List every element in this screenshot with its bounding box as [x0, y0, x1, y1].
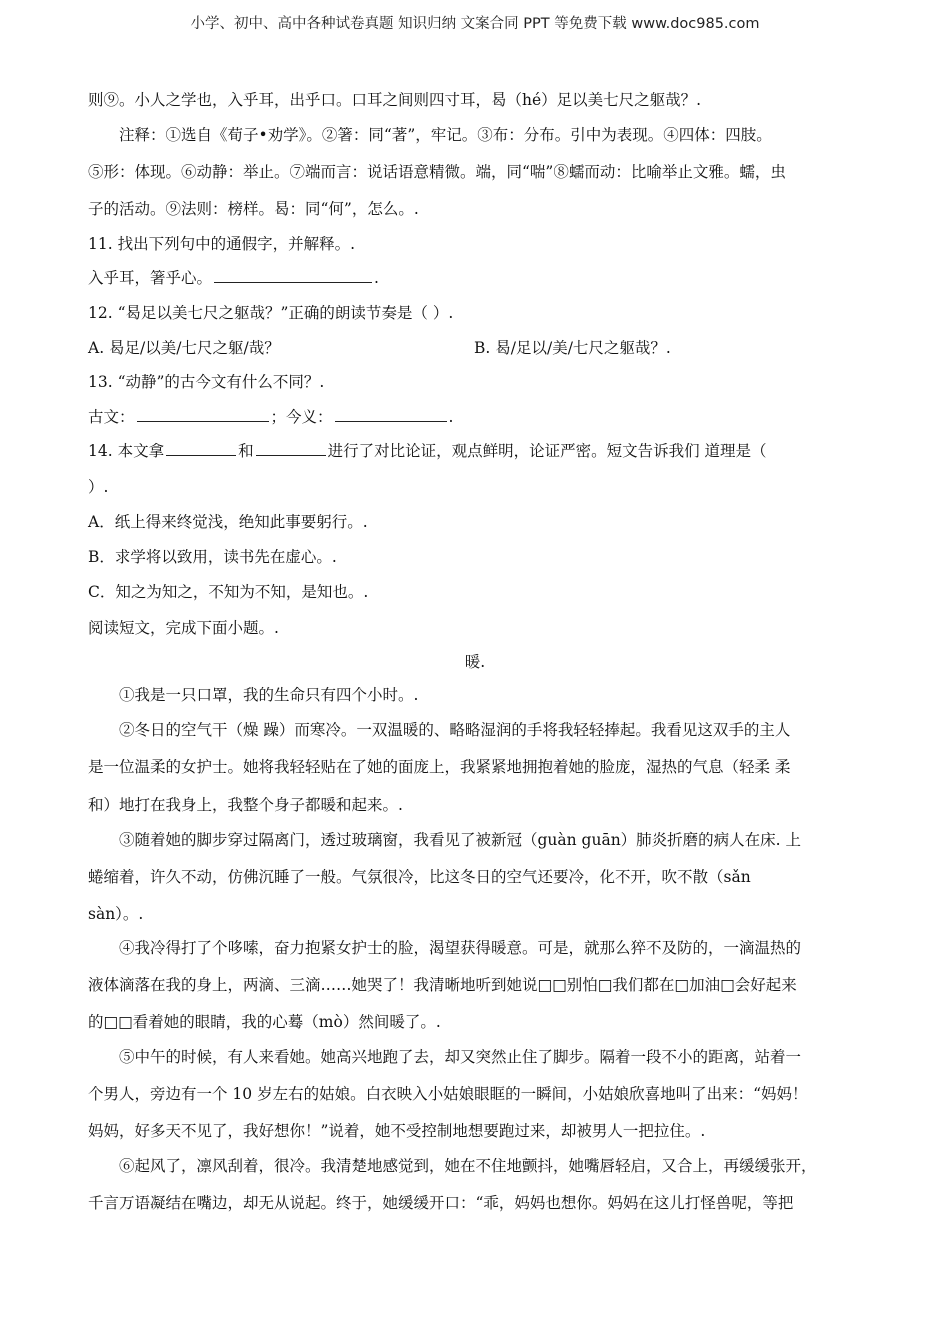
- story-paragraph-line: ④我冷得打了个哆嗦，奋力抱紧女护士的脸，渴望获得暖意。可是，就那么猝不及防的，一滴温热的: [119, 939, 802, 957]
- story-title: 暖.: [464, 653, 486, 671]
- story-paragraph-line: ②冬日的空气干（燥 躁）而寒冷。一双温暖的、略略湿润的手将我轻轻捧起。我看见这双手的主人: [119, 721, 791, 739]
- story-paragraph-line: 的□□看着她的眼睛，我的心蓦（mò）然间暖了。.: [88, 1013, 441, 1031]
- question-11-answer-line: [88, 268, 379, 288]
- question-14-option-b: B．求学将以致用，读书先在虚心。.: [88, 548, 337, 566]
- story-paragraph-line: 液体滴落在我的身上，两滴、三滴……她哭了！我清晰地听到她说□□别怕□我们都在□加油□会好起来: [88, 976, 797, 994]
- story-paragraph-line: 和）地打在我身上，我整个身子都暖和起来。.: [88, 796, 403, 814]
- notes-line-1: 注释：①选自《荀子•劝学》。②箸：同“著”，牢记。③布：分布。引中为表现。④四体：四肢。: [119, 126, 772, 144]
- ancient-meaning-blank[interactable]: [137, 407, 269, 422]
- story-paragraph-line: 千言万语凝结在嘴边，却无从说起。终于，她缓缓开口：“乖，妈妈也想你。妈妈在这儿打怪兽呢，等把: [88, 1194, 794, 1212]
- question-14-prefix: 14. 本文拿: [88, 442, 165, 460]
- comparison-blank-2[interactable]: [256, 441, 326, 456]
- question-12-stem: 12. “曷足以美七尺之躯哉？”正确的朗读节奏是（ ）.: [88, 304, 454, 322]
- question-12-option-b: B. 曷/足以/美/七尺之躯哉？.: [474, 339, 671, 357]
- notes-line-2: ⑤形：体现。⑥动静：举止。⑦端而言：说话语意精微。端，同“喘”⑧蠕而动：比喻举止文雅。蠕，虫: [88, 163, 786, 181]
- question-13-answer-line: [88, 407, 453, 427]
- question-14-close: ）.: [88, 478, 109, 496]
- question-14-mid: 和: [238, 442, 254, 460]
- question-11-stem: 11. 找出下列句中的通假字，并解释。.: [88, 235, 356, 253]
- comparison-blank-1[interactable]: [166, 441, 236, 456]
- modern-meaning-blank[interactable]: [335, 407, 447, 422]
- passage-text: 则⑨。小人之学也，入乎耳，出乎口。口耳之间则四寸耳，曷（hé）足以美七尺之躯哉？.: [88, 91, 702, 109]
- question-14-option-c: C．知之为知之，不知为不知，是知也。.: [88, 583, 369, 601]
- reading-instruction: 阅读短文，完成下面小题。.: [88, 619, 279, 637]
- question-14-option-a: A．纸上得来终觉浅，绝知此事要躬行。.: [88, 513, 368, 531]
- question-13-stem: 13. “动静”的古今文有什么不同？.: [88, 373, 325, 391]
- story-paragraph-line: 个男人，旁边有一个 10 岁左右的姑娘。白衣映入小姑娘眼眶的一瞬间，小姑娘欣喜地叫了出来：“妈妈！: [88, 1085, 808, 1103]
- story-paragraph-line: sàn）。.: [88, 905, 144, 923]
- story-paragraph-line: ③随着她的脚步穿过隔离门，透过玻璃窗，我看见了被新冠（guàn guān）肺炎折磨的病人在床. 上: [119, 831, 802, 849]
- question-14-suffix: 进行了对比论证，观点鲜明，论证严密。短文告诉我们 道理是（: [327, 442, 767, 460]
- ancient-meaning-label: 古文：: [88, 408, 135, 426]
- story-paragraph-line: ①我是一只口罩，我的生命只有四个小时。.: [119, 686, 419, 704]
- story-paragraph-line: 蜷缩着，许久不动，仿佛沉睡了一般。气氛很冷，比这冬日的空气还要冷，化不开，吹不散（sǎn: [88, 868, 751, 886]
- question-13-end: .: [448, 408, 454, 426]
- notes-line-3: 子的活动。⑨法则：榜样。曷：同“何”，怎么。.: [88, 200, 419, 218]
- question-12-option-a: A. 曷足/以美/七尺之躯/哉？: [88, 339, 280, 357]
- modern-meaning-label: ；今义：: [270, 408, 333, 426]
- story-paragraph-line: ⑤中午的时候，有人来看她。她高兴地跑了去，却又突然止住了脚步。隔着一段不小的距离，站着一: [119, 1048, 802, 1066]
- story-paragraph-line: ⑥起风了，凛风刮着，很冷。我清楚地感觉到，她在不住地颤抖，她嘴唇轻启，又合上，再缓缓张开，: [119, 1157, 817, 1175]
- question-11-end: .: [374, 269, 379, 287]
- question-11-prompt: 入乎耳，箸乎心。: [88, 269, 213, 287]
- story-paragraph-line: 妈妈，好多天不见了，我好想你！”说着，她不受控制地想要跑过来，却被男人一把拉住。.: [88, 1122, 706, 1140]
- question-14-stem: [88, 441, 767, 461]
- page-header: 小学、初中、高中各种试卷真题 知识归纳 文案合同 PPT 等免费下载 www.doc985.com: [190, 16, 760, 32]
- story-paragraph-line: 是一位温柔的女护士。她将我轻轻贴在了她的面庞上，我紧紧地拥抱着她的脸庞，湿热的气息（轻柔 柔: [88, 758, 791, 776]
- answer-blank[interactable]: [214, 268, 372, 283]
